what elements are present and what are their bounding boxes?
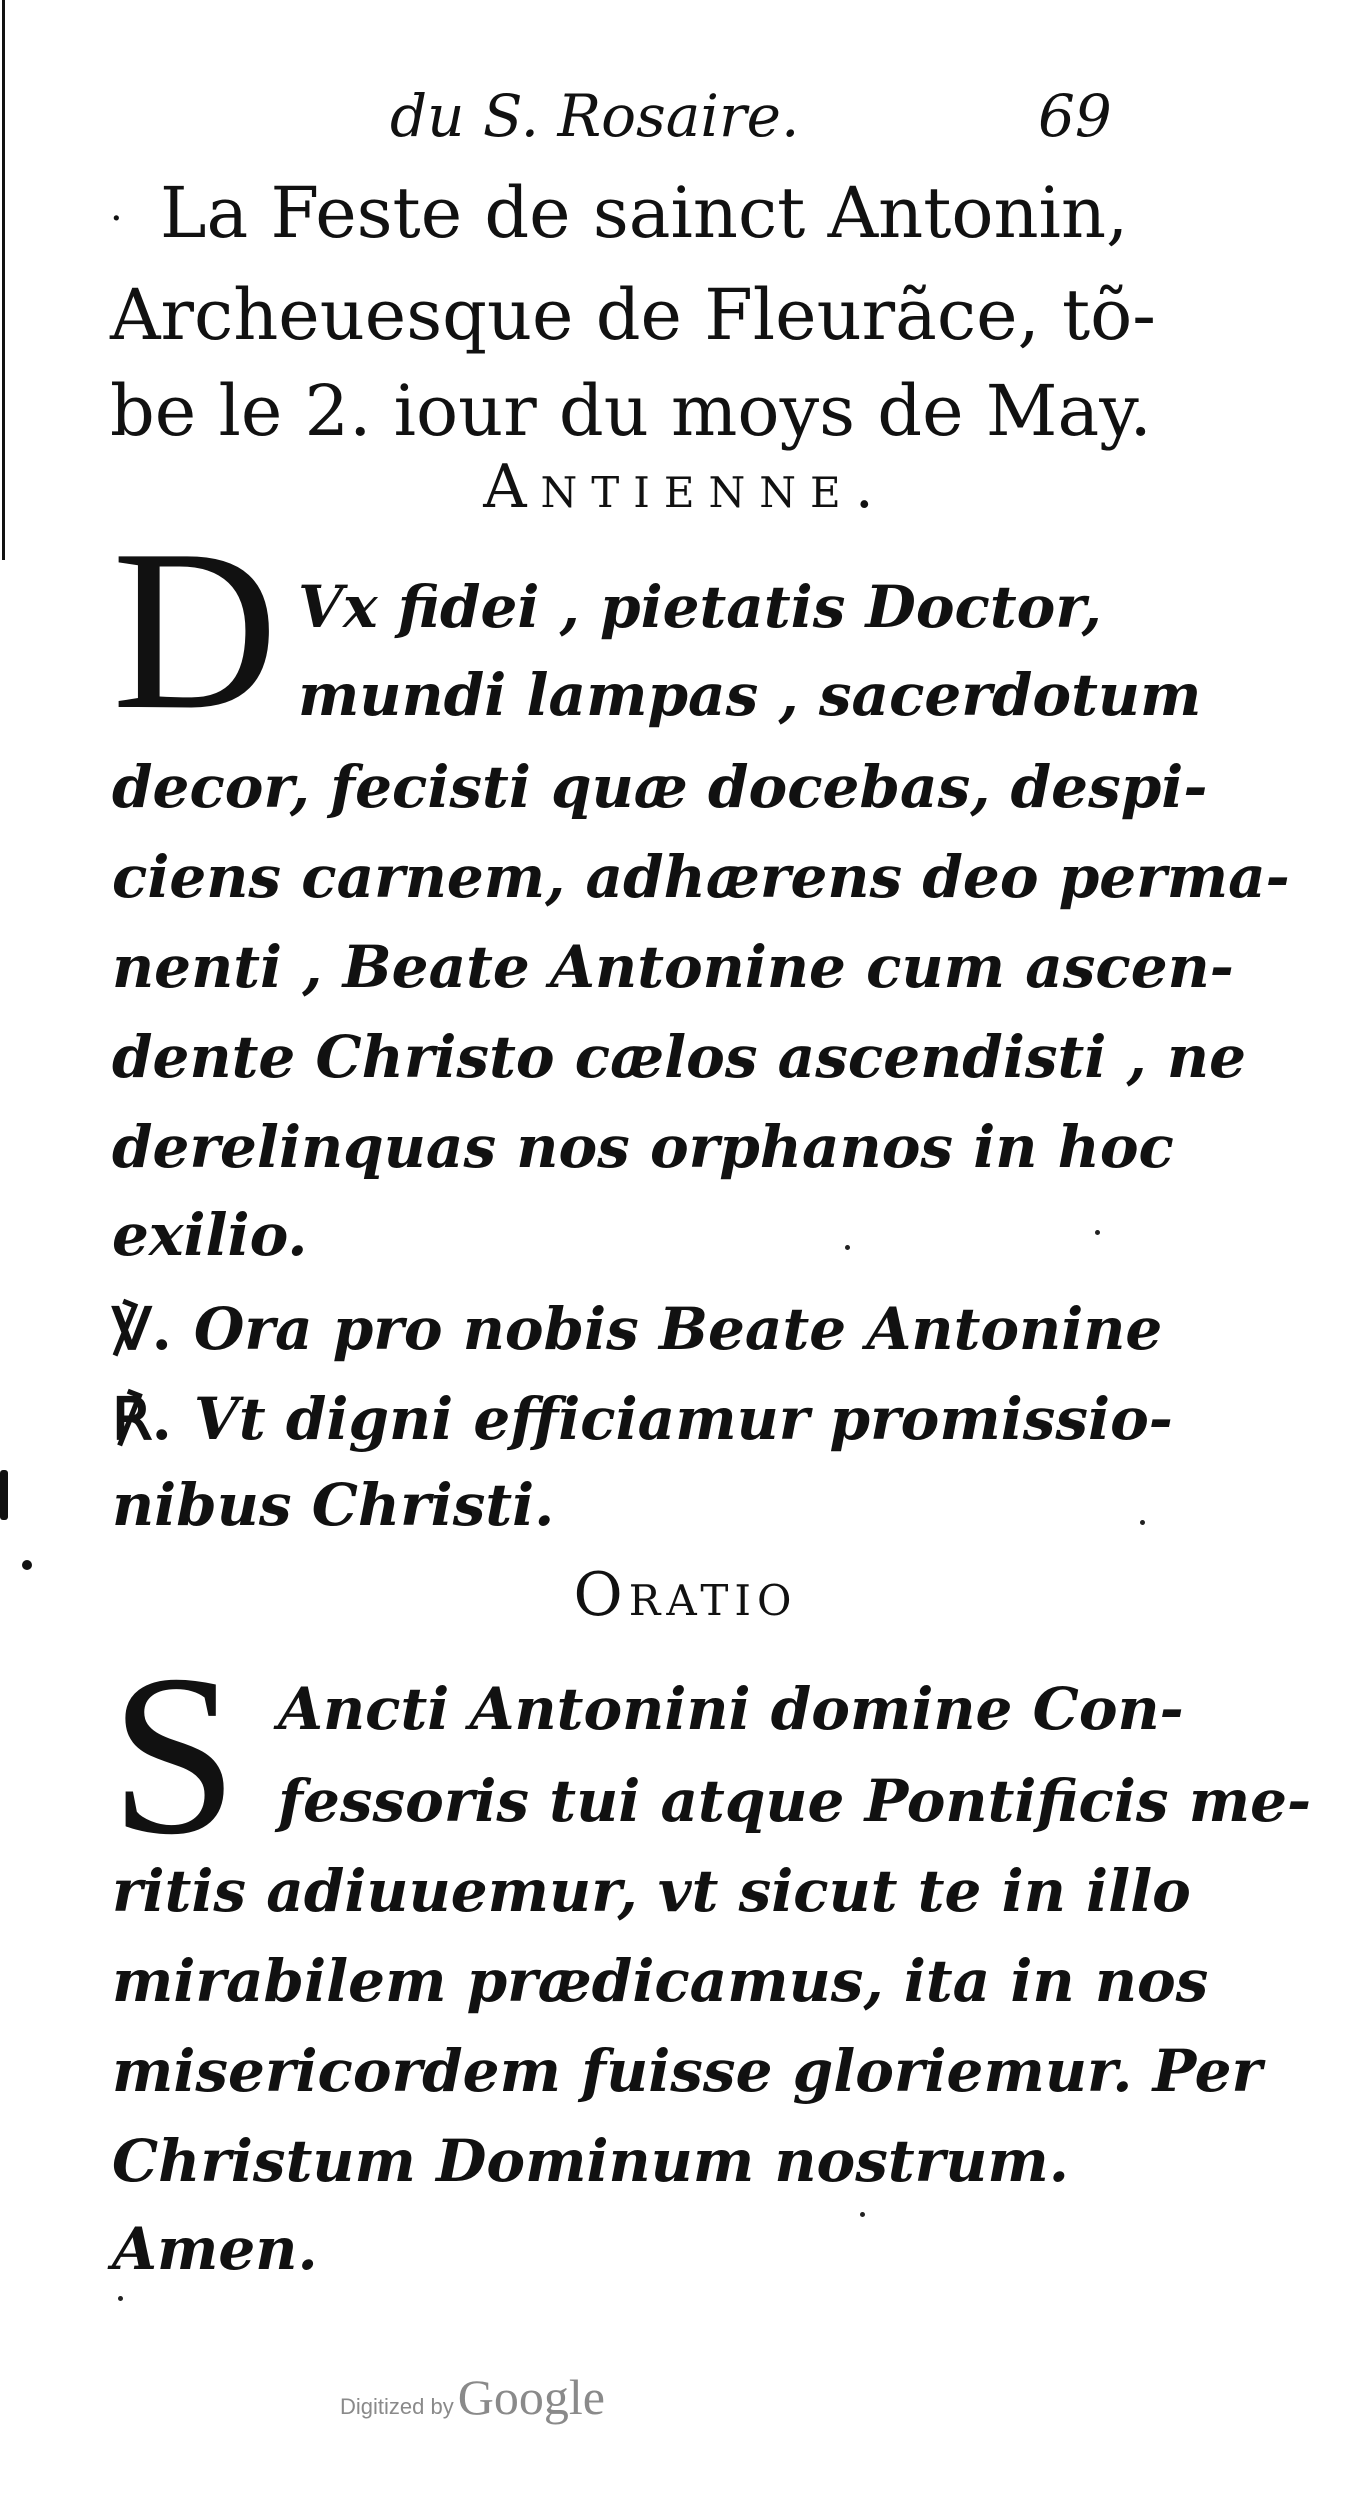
feast-title [110,165,1156,459]
antiphon-line: exilio. [112,1201,308,1269]
digitized-watermark [340,2368,605,2426]
response-continuation: nibus Christi. [112,1471,555,1539]
versicle-symbol: ℣. [112,1295,172,1363]
watermark-prefix: Digitized by [340,2394,454,2419]
antiphon-line: decor, fecisti quæ docebas, despi- [112,753,1208,821]
response-symbol: ℟. [112,1385,172,1453]
response [112,1370,1173,1468]
running-title: du S. Rosaire. [390,82,800,150]
antiphon-line: dente Christo cælos ascendisti , ne [112,1023,1247,1091]
page-edge-mark [0,1470,8,1520]
ink-speck [118,2296,123,2301]
ink-speck [845,1245,850,1250]
antiphon-line: derelinquas nos orphanos in hoc [112,1113,1174,1181]
title-line: Archeuesque de Fleurãce, tõ- [110,274,1156,356]
bullet-mark: · [110,196,123,242]
antiphon-line: mundi lampas , sacerdotum [298,661,1202,729]
versicle-text: Ora pro nobis Beate Antonine [193,1295,1163,1363]
oratio-line: Christum Dominum nostrum. [112,2127,1069,2195]
oratio-line: Amen. [112,2215,318,2283]
oratio-line: Ancti Antonini domine Con- [278,1675,1184,1743]
antiphon-dropcap: D [112,502,279,757]
response-text: Vt digni efficiamur promissio- [193,1385,1173,1453]
oratio-line: misericordem fuisse gloriemur. Per [112,2037,1263,2105]
oratio-heading: Oratio [573,1560,798,1630]
title-line: be le 2. iour du moys de May. [110,370,1152,452]
page-number: 69 [1038,82,1112,150]
versicle [112,1280,1162,1378]
ink-speck [1095,1230,1100,1235]
ink-speck [860,2212,865,2217]
antiphon-line: nenti , Beate Antonine cum ascen- [112,933,1234,1001]
google-logo: Google [457,2369,605,2425]
ink-speck [1140,1520,1145,1525]
title-line: · La Feste de sainct Antonin, [110,165,1150,267]
antiphon-heading: Antienne. [483,452,888,522]
antiphon-line: ciens carnem, adhærens deo perma- [112,843,1290,911]
antiphon-line: Vx fidei , pietatis Doctor, [298,573,1102,641]
oratio-line: ritis adiuuemur, vt sicut te in illo [112,1857,1191,1925]
oratio-line: mirabilem prædicamus, ita in nos [112,1947,1209,2015]
oratio-dropcap: S [110,1627,238,1882]
oratio-line: fessoris tui atque Pontificis me- [278,1767,1312,1835]
